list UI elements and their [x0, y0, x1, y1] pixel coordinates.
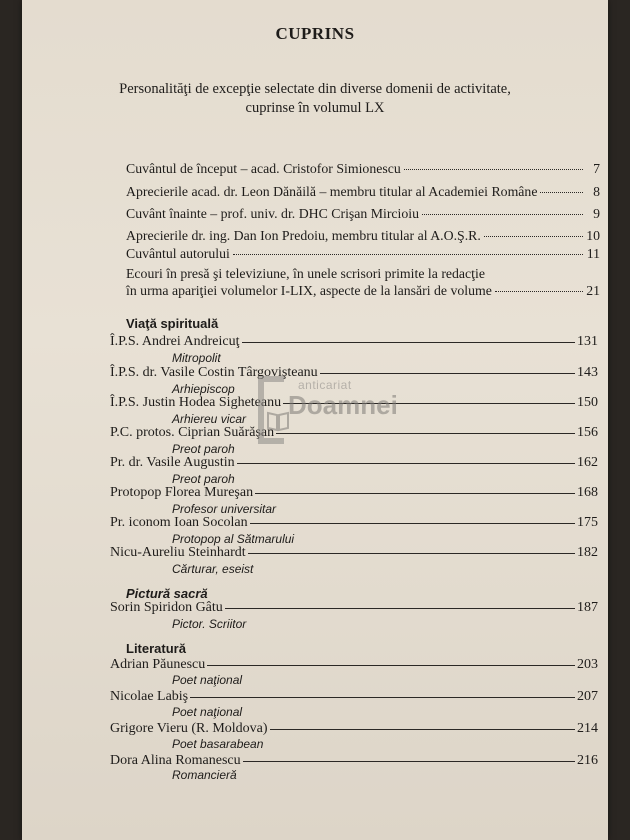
entry-role: Protopop al Sătmarului — [172, 532, 295, 546]
toc-item-multiline — [126, 265, 600, 299]
entry-role: Poet naţional — [172, 705, 243, 719]
section-heading-art: Pictură sacră — [126, 586, 208, 601]
entry-row — [110, 454, 598, 471]
subtitle-line-1: Personalităţi de excepţie selectate din diverse domenii de activitate, — [119, 81, 511, 97]
entry-row — [110, 599, 598, 616]
entry-page: 131 — [577, 334, 598, 349]
entry-role: Poet basarabean — [172, 737, 264, 751]
entry-page: 207 — [577, 689, 598, 704]
entry-role: Preot paroh — [172, 442, 235, 456]
entry-name: Grigore Vieru (R. Moldova) — [110, 721, 268, 736]
entry-page: 182 — [577, 545, 598, 560]
entry-row — [110, 544, 598, 561]
toc-item-page: 9 — [593, 206, 600, 221]
subtitle — [82, 80, 548, 118]
toc-item-text: Aprecierile acad. dr. Leon Dănăilă – membru titular al Academiei Române — [126, 184, 538, 199]
toc-item — [126, 205, 600, 222]
watermark-top-text: anticariat — [298, 378, 352, 392]
entry-name: Sorin Spiridon Gâtu — [110, 600, 223, 615]
entry-row — [110, 514, 598, 531]
entry-page: 162 — [577, 455, 598, 470]
entry-name: Pr. iconom Ioan Socolan — [110, 515, 248, 530]
entry-row — [110, 720, 598, 737]
entry-name: Pr. dr. Vasile Augustin — [110, 455, 235, 470]
entry-name: Dora Alina Romanescu — [110, 753, 241, 768]
entry-page: 203 — [577, 657, 598, 672]
entry-page: 168 — [577, 485, 598, 500]
entry-row — [110, 656, 598, 673]
entry-page: 187 — [577, 600, 598, 615]
entry-page: 150 — [577, 395, 598, 410]
entry-row — [110, 688, 598, 705]
toc-item-page: 11 — [586, 246, 600, 261]
toc-item — [126, 227, 600, 244]
subtitle-line-2: cuprinse în volumul LX — [245, 100, 385, 116]
entry-row — [110, 333, 598, 350]
toc-item-text: Cuvântul autorului — [126, 246, 230, 261]
entry-page: 216 — [577, 753, 598, 768]
section-heading-literature: Literatură — [126, 641, 186, 656]
entry-row — [110, 484, 598, 501]
entry-name: Î.P.S. Justin Hodea Sigheteanu — [110, 395, 282, 410]
entry-page: 143 — [577, 365, 598, 380]
entry-row — [110, 752, 598, 769]
entry-role: Arhiereu vicar — [172, 412, 247, 426]
entry-role: Mitropolit — [172, 351, 221, 365]
book-page — [22, 0, 608, 840]
entry-name: Nicu-Aureliu Steinhardt — [110, 545, 246, 560]
entry-role: Preot paroh — [172, 472, 235, 486]
entry-name: Î.P.S. dr. Vasile Costin Târgovişteanu — [110, 365, 318, 380]
watermark-logo — [258, 376, 426, 446]
entry-page: 156 — [577, 425, 598, 440]
entry-name: Nicolae Labiş — [110, 689, 189, 704]
section-heading-spiritual: Viaţă spirituală — [126, 316, 219, 331]
entry-role: Romancieră — [172, 768, 237, 782]
watermark-main-text: Doamnei — [288, 390, 398, 420]
entry-name: Î.P.S. Andrei Andreicuţ — [110, 334, 240, 349]
toc-item — [126, 245, 600, 262]
toc-item-text-line-2: în urma apariţiei volumelor I-LIX, aspecte de la lansări de volume — [126, 283, 492, 298]
toc-item-text: Cuvântul de început – acad. Cristofor Simionescu — [126, 161, 401, 176]
entry-name: P.C. protos. Ciprian Suărăşan — [110, 425, 275, 440]
toc-item-text: Aprecierile dr. ing. Dan Ion Predoiu, membru titular al A.O.Ş.R. — [126, 228, 481, 243]
book-icon — [266, 410, 290, 432]
entry-name: Protopop Florea Mureşan — [110, 485, 254, 500]
entry-role: Profesor universitar — [172, 502, 277, 516]
toc-item — [126, 160, 600, 177]
entry-page: 214 — [577, 721, 598, 736]
toc-item-page: 21 — [586, 283, 600, 298]
entry-name: Adrian Păunescu — [110, 657, 206, 672]
entry-role: Poet naţional — [172, 673, 243, 687]
page-title: CUPRINS — [275, 24, 355, 43]
entry-role: Cărturar, eseist — [172, 562, 254, 576]
entry-role: Arhiepiscop — [172, 382, 235, 396]
toc-item-page: 7 — [593, 161, 600, 176]
toc-item-text-line-1: Ecouri în presă şi televiziune, în unele scrisori primite la redacţie — [126, 266, 485, 281]
toc-item-text: Cuvânt înainte – prof. univ. dr. DHC Crişan Mircioiu — [126, 206, 420, 221]
toc-item — [126, 183, 600, 200]
entry-page: 175 — [577, 515, 598, 530]
toc-item-page: 10 — [586, 228, 600, 243]
entry-role: Pictor. Scriitor — [172, 617, 247, 631]
toc-item-page: 8 — [593, 184, 600, 199]
